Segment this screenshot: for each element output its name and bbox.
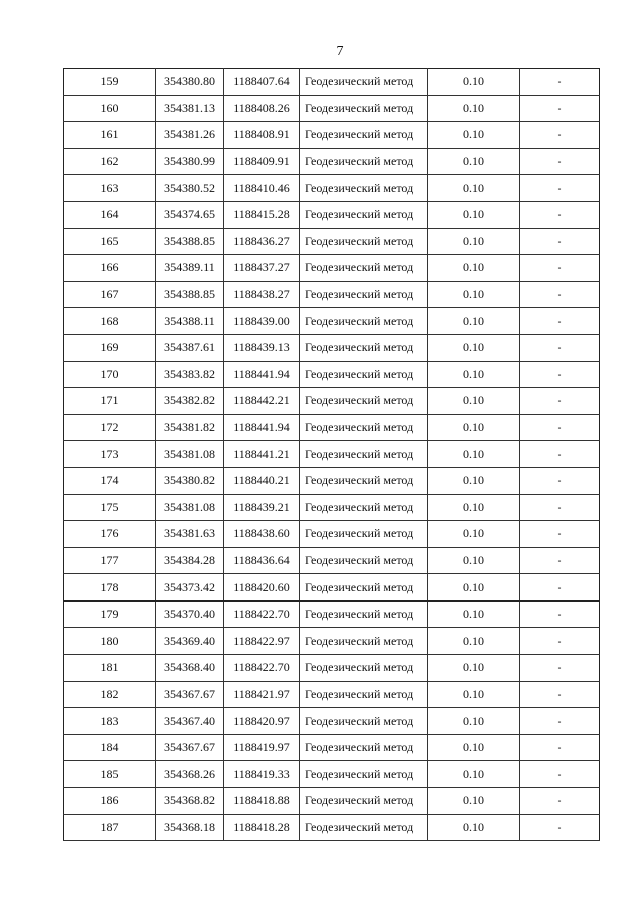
table-row	[64, 521, 600, 548]
x-coordinate-cell: 354389.11	[156, 255, 224, 282]
y-coordinate-cell: 1188441.94	[224, 361, 300, 388]
method-cell: Геодезический метод	[300, 521, 428, 548]
precision-cell: 0.10	[428, 788, 520, 815]
y-coordinate-cell: 1188408.91	[224, 122, 300, 149]
y-coordinate-cell: 1188441.21	[224, 441, 300, 468]
table-row	[64, 467, 600, 494]
method-cell: Геодезический метод	[300, 467, 428, 494]
method-cell: Геодезический метод	[300, 441, 428, 468]
table-row	[64, 388, 600, 415]
method-cell: Геодезический метод	[300, 734, 428, 761]
point-number-cell: 176	[64, 521, 156, 548]
method-cell: Геодезический метод	[300, 228, 428, 255]
x-coordinate-cell: 354374.65	[156, 201, 224, 228]
table-row	[64, 201, 600, 228]
note-cell: -	[520, 281, 600, 308]
table-row	[64, 122, 600, 149]
method-cell: Геодезический метод	[300, 308, 428, 335]
y-coordinate-cell: 1188439.13	[224, 334, 300, 361]
table-row	[64, 255, 600, 282]
precision-cell: 0.10	[428, 467, 520, 494]
table-row	[64, 761, 600, 788]
x-coordinate-cell: 354381.13	[156, 95, 224, 122]
precision-cell: 0.10	[428, 122, 520, 149]
method-cell: Геодезический метод	[300, 574, 428, 601]
method-cell: Геодезический метод	[300, 761, 428, 788]
x-coordinate-cell: 354367.67	[156, 734, 224, 761]
page-number: 7	[336, 44, 344, 59]
note-cell: -	[520, 494, 600, 521]
note-cell: -	[520, 467, 600, 494]
point-number-cell: 187	[64, 814, 156, 841]
note-cell: -	[520, 95, 600, 122]
precision-cell: 0.10	[428, 388, 520, 415]
point-number-cell: 175	[64, 494, 156, 521]
point-number-cell: 186	[64, 788, 156, 815]
method-cell: Геодезический метод	[300, 281, 428, 308]
precision-cell: 0.10	[428, 228, 520, 255]
point-number-cell: 163	[64, 175, 156, 202]
x-coordinate-cell: 354388.85	[156, 228, 224, 255]
y-coordinate-cell: 1188438.27	[224, 281, 300, 308]
x-coordinate-cell: 354367.67	[156, 681, 224, 708]
precision-cell: 0.10	[428, 281, 520, 308]
precision-cell: 0.10	[428, 761, 520, 788]
precision-cell: 0.10	[428, 494, 520, 521]
table-row	[64, 547, 600, 574]
note-cell: -	[520, 574, 600, 601]
precision-cell: 0.10	[428, 414, 520, 441]
y-coordinate-cell: 1188407.64	[224, 69, 300, 96]
point-number-cell: 172	[64, 414, 156, 441]
y-coordinate-cell: 1188415.28	[224, 201, 300, 228]
method-cell: Геодезический метод	[300, 95, 428, 122]
table-row	[64, 69, 600, 96]
note-cell: -	[520, 361, 600, 388]
method-cell: Геодезический метод	[300, 814, 428, 841]
point-number-cell: 166	[64, 255, 156, 282]
note-cell: -	[520, 655, 600, 682]
precision-cell: 0.10	[428, 601, 520, 628]
y-coordinate-cell: 1188438.60	[224, 521, 300, 548]
x-coordinate-cell: 354373.42	[156, 574, 224, 601]
y-coordinate-cell: 1188409.91	[224, 148, 300, 175]
x-coordinate-cell: 354368.82	[156, 788, 224, 815]
method-cell: Геодезический метод	[300, 255, 428, 282]
coordinates-table-body	[64, 69, 600, 841]
method-cell: Геодезический метод	[300, 788, 428, 815]
table-row	[64, 95, 600, 122]
point-number-cell: 162	[64, 148, 156, 175]
x-coordinate-cell: 354381.08	[156, 441, 224, 468]
point-number-cell: 173	[64, 441, 156, 468]
method-cell: Геодезический метод	[300, 628, 428, 655]
precision-cell: 0.10	[428, 361, 520, 388]
precision-cell: 0.10	[428, 708, 520, 735]
precision-cell: 0.10	[428, 308, 520, 335]
table-row	[64, 814, 600, 841]
y-coordinate-cell: 1188422.70	[224, 601, 300, 628]
method-cell: Геодезический метод	[300, 69, 428, 96]
table-row	[64, 708, 600, 735]
note-cell: -	[520, 814, 600, 841]
x-coordinate-cell: 354383.82	[156, 361, 224, 388]
note-cell: -	[520, 122, 600, 149]
point-number-cell: 169	[64, 334, 156, 361]
note-cell: -	[520, 69, 600, 96]
x-coordinate-cell: 354380.80	[156, 69, 224, 96]
precision-cell: 0.10	[428, 175, 520, 202]
precision-cell: 0.10	[428, 734, 520, 761]
table-row	[64, 681, 600, 708]
table-row	[64, 441, 600, 468]
point-number-cell: 171	[64, 388, 156, 415]
point-number-cell: 181	[64, 655, 156, 682]
note-cell: -	[520, 761, 600, 788]
x-coordinate-cell: 354384.28	[156, 547, 224, 574]
x-coordinate-cell: 354381.26	[156, 122, 224, 149]
precision-cell: 0.10	[428, 201, 520, 228]
y-coordinate-cell: 1188440.21	[224, 467, 300, 494]
point-number-cell: 178	[64, 574, 156, 601]
precision-cell: 0.10	[428, 628, 520, 655]
table-row	[64, 788, 600, 815]
note-cell: -	[520, 788, 600, 815]
method-cell: Геодезический метод	[300, 547, 428, 574]
precision-cell: 0.10	[428, 441, 520, 468]
y-coordinate-cell: 1188439.00	[224, 308, 300, 335]
precision-cell: 0.10	[428, 148, 520, 175]
x-coordinate-cell: 354381.08	[156, 494, 224, 521]
point-number-cell: 179	[64, 601, 156, 628]
table-row	[64, 628, 600, 655]
y-coordinate-cell: 1188419.97	[224, 734, 300, 761]
x-coordinate-cell: 354370.40	[156, 601, 224, 628]
method-cell: Геодезический метод	[300, 655, 428, 682]
note-cell: -	[520, 334, 600, 361]
y-coordinate-cell: 1188418.28	[224, 814, 300, 841]
method-cell: Геодезический метод	[300, 388, 428, 415]
point-number-cell: 184	[64, 734, 156, 761]
method-cell: Геодезический метод	[300, 494, 428, 521]
x-coordinate-cell: 354367.40	[156, 708, 224, 735]
y-coordinate-cell: 1188410.46	[224, 175, 300, 202]
note-cell: -	[520, 308, 600, 335]
x-coordinate-cell: 354380.99	[156, 148, 224, 175]
x-coordinate-cell: 354380.52	[156, 175, 224, 202]
precision-cell: 0.10	[428, 95, 520, 122]
precision-cell: 0.10	[428, 655, 520, 682]
note-cell: -	[520, 414, 600, 441]
note-cell: -	[520, 201, 600, 228]
y-coordinate-cell: 1188439.21	[224, 494, 300, 521]
y-coordinate-cell: 1188422.97	[224, 628, 300, 655]
method-cell: Геодезический метод	[300, 414, 428, 441]
x-coordinate-cell: 354368.18	[156, 814, 224, 841]
table-row	[64, 334, 600, 361]
note-cell: -	[520, 547, 600, 574]
table-row	[64, 281, 600, 308]
x-coordinate-cell: 354381.82	[156, 414, 224, 441]
x-coordinate-cell: 354381.63	[156, 521, 224, 548]
note-cell: -	[520, 441, 600, 468]
point-number-cell: 177	[64, 547, 156, 574]
x-coordinate-cell: 354387.61	[156, 334, 224, 361]
point-number-cell: 183	[64, 708, 156, 735]
table-row	[64, 308, 600, 335]
note-cell: -	[520, 601, 600, 628]
note-cell: -	[520, 681, 600, 708]
y-coordinate-cell: 1188437.27	[224, 255, 300, 282]
point-number-cell: 182	[64, 681, 156, 708]
point-number-cell: 159	[64, 69, 156, 96]
point-number-cell: 185	[64, 761, 156, 788]
y-coordinate-cell: 1188421.97	[224, 681, 300, 708]
table-row	[64, 655, 600, 682]
note-cell: -	[520, 521, 600, 548]
point-number-cell: 174	[64, 467, 156, 494]
method-cell: Геодезический метод	[300, 601, 428, 628]
note-cell: -	[520, 148, 600, 175]
method-cell: Геодезический метод	[300, 708, 428, 735]
table-row	[64, 414, 600, 441]
x-coordinate-cell: 354388.11	[156, 308, 224, 335]
precision-cell: 0.10	[428, 547, 520, 574]
precision-cell: 0.10	[428, 521, 520, 548]
table-row	[64, 494, 600, 521]
y-coordinate-cell: 1188408.26	[224, 95, 300, 122]
precision-cell: 0.10	[428, 69, 520, 96]
note-cell: -	[520, 255, 600, 282]
precision-cell: 0.10	[428, 255, 520, 282]
note-cell: -	[520, 628, 600, 655]
point-number-cell: 170	[64, 361, 156, 388]
y-coordinate-cell: 1188420.60	[224, 574, 300, 601]
point-number-cell: 160	[64, 95, 156, 122]
point-number-cell: 161	[64, 122, 156, 149]
method-cell: Геодезический метод	[300, 201, 428, 228]
table-row	[64, 228, 600, 255]
y-coordinate-cell: 1188436.64	[224, 547, 300, 574]
precision-cell: 0.10	[428, 334, 520, 361]
x-coordinate-cell: 354382.82	[156, 388, 224, 415]
y-coordinate-cell: 1188419.33	[224, 761, 300, 788]
point-number-cell: 165	[64, 228, 156, 255]
method-cell: Геодезический метод	[300, 361, 428, 388]
table-row	[64, 361, 600, 388]
note-cell: -	[520, 175, 600, 202]
point-number-cell: 164	[64, 201, 156, 228]
note-cell: -	[520, 388, 600, 415]
method-cell: Геодезический метод	[300, 334, 428, 361]
point-number-cell: 167	[64, 281, 156, 308]
y-coordinate-cell: 1188418.88	[224, 788, 300, 815]
point-number-cell: 168	[64, 308, 156, 335]
y-coordinate-cell: 1188422.70	[224, 655, 300, 682]
method-cell: Геодезический метод	[300, 122, 428, 149]
y-coordinate-cell: 1188436.27	[224, 228, 300, 255]
table-row	[64, 148, 600, 175]
y-coordinate-cell: 1188441.94	[224, 414, 300, 441]
coordinates-table	[63, 68, 600, 841]
table-row	[64, 734, 600, 761]
x-coordinate-cell: 354388.85	[156, 281, 224, 308]
precision-cell: 0.10	[428, 681, 520, 708]
note-cell: -	[520, 708, 600, 735]
x-coordinate-cell: 354369.40	[156, 628, 224, 655]
method-cell: Геодезический метод	[300, 148, 428, 175]
y-coordinate-cell: 1188420.97	[224, 708, 300, 735]
y-coordinate-cell: 1188442.21	[224, 388, 300, 415]
table-row	[64, 175, 600, 202]
precision-cell: 0.10	[428, 574, 520, 601]
point-number-cell: 180	[64, 628, 156, 655]
table-row	[64, 574, 600, 601]
table-row	[64, 601, 600, 628]
x-coordinate-cell: 354368.26	[156, 761, 224, 788]
x-coordinate-cell: 354380.82	[156, 467, 224, 494]
note-cell: -	[520, 228, 600, 255]
method-cell: Геодезический метод	[300, 175, 428, 202]
method-cell: Геодезический метод	[300, 681, 428, 708]
x-coordinate-cell: 354368.40	[156, 655, 224, 682]
note-cell: -	[520, 734, 600, 761]
precision-cell: 0.10	[428, 814, 520, 841]
